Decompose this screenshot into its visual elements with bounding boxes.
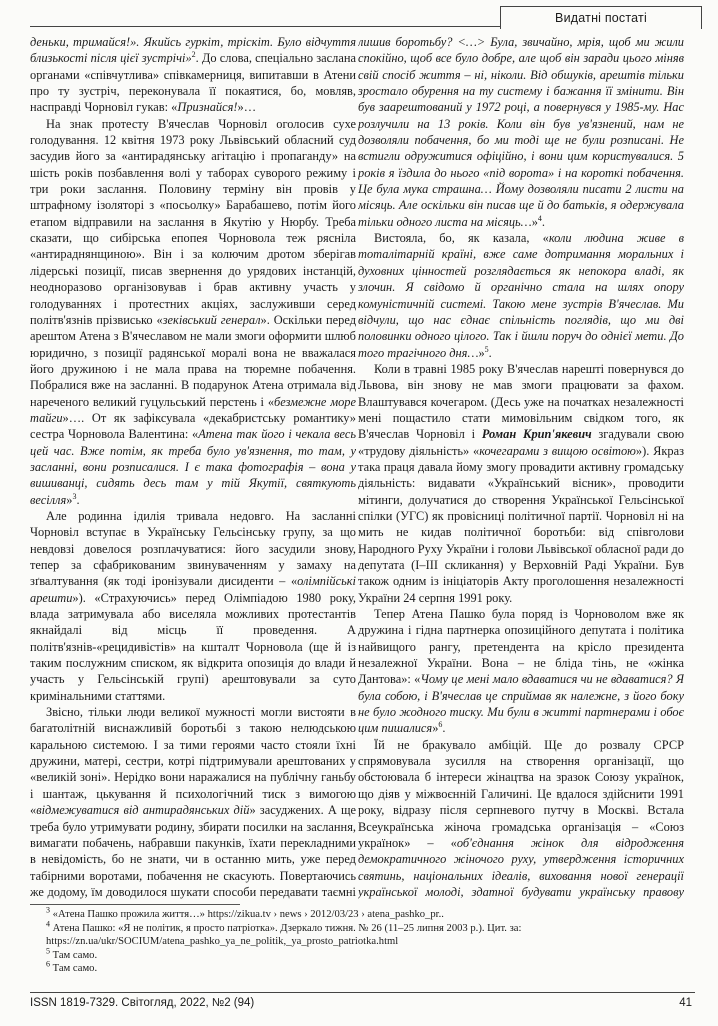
footnote-ref: 4	[537, 213, 542, 223]
footnote-text: Атена Пашко: «Я не політик, я просто патріотка». Дзеркало тижня. № 26 (11–25 липня 2003 р.). Цит. за: https://zn.ua/ukr/SOCIUM/atena_pashko_ya_ne_politik,_ya_prosto_patriotka.html	[46, 922, 522, 948]
text-run: .	[488, 345, 492, 360]
text-run: ». Оскільки перед арештом Атена з В'ячеславом не мали змоги оформити шлюб юридично, з позиції радянської моралі вона не вважалася його дружиною і не мала права на тюремне побачення. Побралися вже на засланні. В подарунок Атена отримала від нареченого великий гуцульський перстень і «	[30, 312, 356, 409]
text-run: коли людина живе в тоталітарній країні, вже саме дотримання моральних і духовних цінностей розглядається як непокора владі, як злочин. Я свідомо й органічно стала на шлях опору комуністичній системі. Такою мене зустрів В'ячеслав. Ми відчули, що нас єднає спільність поглядів, що ми дві половинки одного цілого. Так і йшли поруч до однієї мети. До того трагічного дня…	[358, 231, 684, 360]
page-number: 41	[679, 997, 692, 1009]
text-run: відмежуватися від антирадянських дій	[36, 803, 250, 818]
text-run: »…. От як зафіксувала «декабристську романтику» сестра Чорновола Валентина: «	[30, 410, 356, 442]
text-run: Атена так його і чекала весь цей час. Вже потім, як треба було ув'язнення, то там, у засланні, вони розписалися. І є така фотографія – вона у вишиванці, сидять десь там у тій Якутії, святкують весілля	[30, 427, 356, 507]
footnote	[30, 946, 695, 963]
text-run: згадували свою «трудову діяльність» «	[358, 427, 684, 458]
text-run: Коли в травні 1985 року В'ячеслав нарешті повернувся до Львова, він знову не мав змоги працювати за фахом. Влаштувався кочегаром. (Десь уже на початках незалежності мені пощастило стати мимовільним свідком того, як В'ячеслав Чорновіл і	[358, 361, 684, 442]
paragraph	[358, 361, 684, 606]
text-run: .	[541, 214, 545, 229]
footnote-number: 6	[46, 959, 50, 969]
text-run: . До слова, спеціально заслана органами «співчутлива» співкамерниця, випитавши в Атени про ту зустріч, переконувала її покаятися, бо, мовляв, насправді Чорновіл гукав: «	[30, 51, 356, 115]
paragraph	[358, 606, 684, 737]
text-run: кочегарами з вищою освітою	[479, 443, 636, 458]
paragraph	[30, 34, 356, 116]
paragraph	[358, 230, 684, 361]
text-run: »). Якраз така праця давала йому змогу провадити активну громадську діяльність: видавати «Український вісник», проводити мітинги, долучатися до створення Української Гельсінської спілки (УГС) як провісниці політичної партії. Чорновіл ні на мить не кидав політичної боротьби: від співголови Народного Руху України і голови Львівської обласної ради до депутата (І–ІІІ скликання) у Верховній Раді України. Був також одним із ініціаторів Акту проголошення незалежності України 24 серпня 1991 року.	[358, 443, 684, 605]
text-run: Але родинна ідилія тривала недовго. На засланні Чорновіл вступає в Українську Гельсінську групу, за що невдовзі довелося розплачуватися: його засудили знову, тепер за сфабрикованим звинуваченням у замаху на зґвалтування (як тоді іронізували дисиденти – «	[30, 508, 356, 589]
text-run: Чому це мені мало вдаватися чи не вдаватися? Я була собою, і В'ячеслав це сприймав як належне, з його боку не було жодного тиску. Ми були в житті партнерами і обоє цим пишалися	[358, 672, 684, 736]
text-run: лишив боротьбу? <…> Була, звичайно, мрія, щоб ми жили спокійно, щоб все було добре, але щоб він заради цього міняв свій спосіб життя – ні, ніколи. Від обшуків, арештів тільки зростало обурення на ту систему і бажання її змінити. Він був заарештований у 1972 році, а повернувся у 1985-му. Нас розлучили на 13 років. Коли він був ув'язнений, нам не дозволяли побачення, бо ми тоді ще не були розписані. Не встигли одружитися офіційно, і вони цим користувалися. 5 років я їздила до нього «під ворота» і на короткі побачення. Це була мука страшна… Йому дозволяли писати 2 листи на місяць. Але оскільки він писав ще й до батьків, я одержувала тільки одного листа на місяць…	[358, 35, 684, 229]
right-column	[358, 34, 684, 900]
text-run: Роман Крип'якевич	[481, 427, 592, 442]
text-run: »	[432, 721, 439, 736]
text-run: Вистояла, бо, як казала, «	[374, 231, 549, 246]
footnote	[30, 959, 695, 976]
footnote-ref: 5	[484, 344, 489, 354]
text-run: об'єднання жінок для відродження демократичного жіночого руху, утвердження історичних святинь, національних ідеалів, виховання нової генерації української молоді, здатної будувати українську правову	[358, 835, 684, 899]
text-run: безмежне море тайги	[30, 394, 356, 425]
footnote-text: Там само.	[50, 949, 98, 961]
paragraph	[30, 704, 356, 900]
footnote	[30, 919, 695, 949]
text-run: деньки, тримайся!». Якийсь гуркіт, тріскіт. Було відчуття близькості після цієї зустрічі»	[30, 35, 356, 66]
footnote-text: Там само.	[50, 963, 98, 975]
text-run: Признайся!	[177, 100, 238, 115]
text-run: .	[442, 721, 446, 736]
journal-info: ISSN 1819-7329. Світогляд, 2022, №2 (94)	[30, 997, 255, 1009]
footnote-ref: 2	[191, 50, 196, 60]
text-run: » засуджених. А ще треба було утримувати родину, збирати посилки на заслання, вимагати побачень, набравши пакунків, їхати перекладними в невідомість, бо не знати, чи в останню мить, уже перед табірними воротами, побачення не скасують. Повертаючись же додому, їм доводилося шукати способи передавати таємні	[30, 803, 356, 899]
footnote-rule	[30, 904, 240, 905]
text-run: »	[531, 214, 538, 229]
text-run: Звісно, тільки люди великої мужності могли вистояти в багатолітній виснажливій боротьбі з такою нелюдською каральною системою. І за тими героями часто стояли їхні дружини, матері, сестри, котрі підтримували арештованих у «великій зоні». Нерідко вони наражалися на публічну ганьбу і шантаж, цькування й психологічний тиск з вимогою «	[30, 705, 356, 818]
text-run: .	[76, 492, 80, 507]
paragraph	[30, 508, 356, 704]
text-run: »	[478, 345, 485, 360]
paragraph	[358, 34, 684, 230]
text-run: олімпійські арешти	[30, 574, 356, 605]
text-run: Тепер Атена Пашко була поряд із Чорноволом вже як дружина і гідна партнерка опозиційного депутата і політика найвищого рангу, претендента на крісло президента незалежної України. Вона – не бліда тінь, не «жінка Дантова»: «	[358, 607, 684, 687]
footnote-number: 4	[46, 919, 50, 929]
footer-rule	[30, 992, 695, 993]
text-run: зеківський генерал	[162, 312, 261, 327]
text-run: Їй не бракувало амбіцій. Ще до розвалу СРСР спрямовувала зусилля на створення організації, що обстоювала б інтереси жінацтва на зразок Союзу українок, що діяв у міжвоєнній Галичині. Це вдалося здійснити 1991 року, відразу після серпневого путчу в Москві. Встала Всеукраїнська жіноча громадська організація – «Союз українок» – «	[358, 737, 684, 850]
footnotes	[30, 905, 695, 976]
text-run: »…	[237, 100, 257, 115]
footnote	[30, 905, 695, 922]
footnote-text: «Атена Пашко прожила життя…» https://zikua.tv › news › 2012/03/23 › atena_pashko_pr..	[50, 909, 444, 920]
paragraph	[30, 116, 356, 508]
text-run: »	[66, 492, 73, 507]
footnote-number: 3	[46, 905, 50, 915]
footnote-ref: 6	[438, 720, 443, 730]
left-column	[30, 34, 356, 900]
text-run: На знак протесту В'ячеслав Чорновіл оголосив сухе голодування. 12 квітня 1973 року Львівський обласний суд засудив його за «антирадянську агітацію і пропаганду» на шість років позбавлення волі у таборах суворого режиму і три роки заслання. Половину терміну він провів у штрафному ізоляторі з «посьолку» Барабашево, потім його етапом відправили на заслання в Якутію у Нюрбу. Треба сказати, що сибірська епопея Чорновола теж рясніла «антираднянщиною». Він і за колючим дротом зберігав лідерські позиції, писав звернення до урядових інстанцій, неодноразово організовував і брав активну участь у голодуваннях і протестних акціях, заслуживши серед політв'язнів прізвисько «	[30, 116, 356, 327]
footnote-number: 5	[46, 946, 50, 956]
section-title: Видатні постаті	[500, 6, 702, 29]
header-rule	[30, 26, 500, 27]
footnote-ref: 3	[72, 491, 77, 501]
paragraph	[358, 737, 684, 900]
text-run: »). «Страхуючись» перед Олімпіадою 1980 року, влада затримувала або виселяла можливих протестантів якнайдалі від місць її проведення. А політв'язнів-«рецидивістів» на кшталт Чорновола (ще й із таким послужним списком, як відкрита опозиція до влади й участь у Гельсінській групі) арештовували за суто кримінальними статтями.	[30, 590, 356, 703]
